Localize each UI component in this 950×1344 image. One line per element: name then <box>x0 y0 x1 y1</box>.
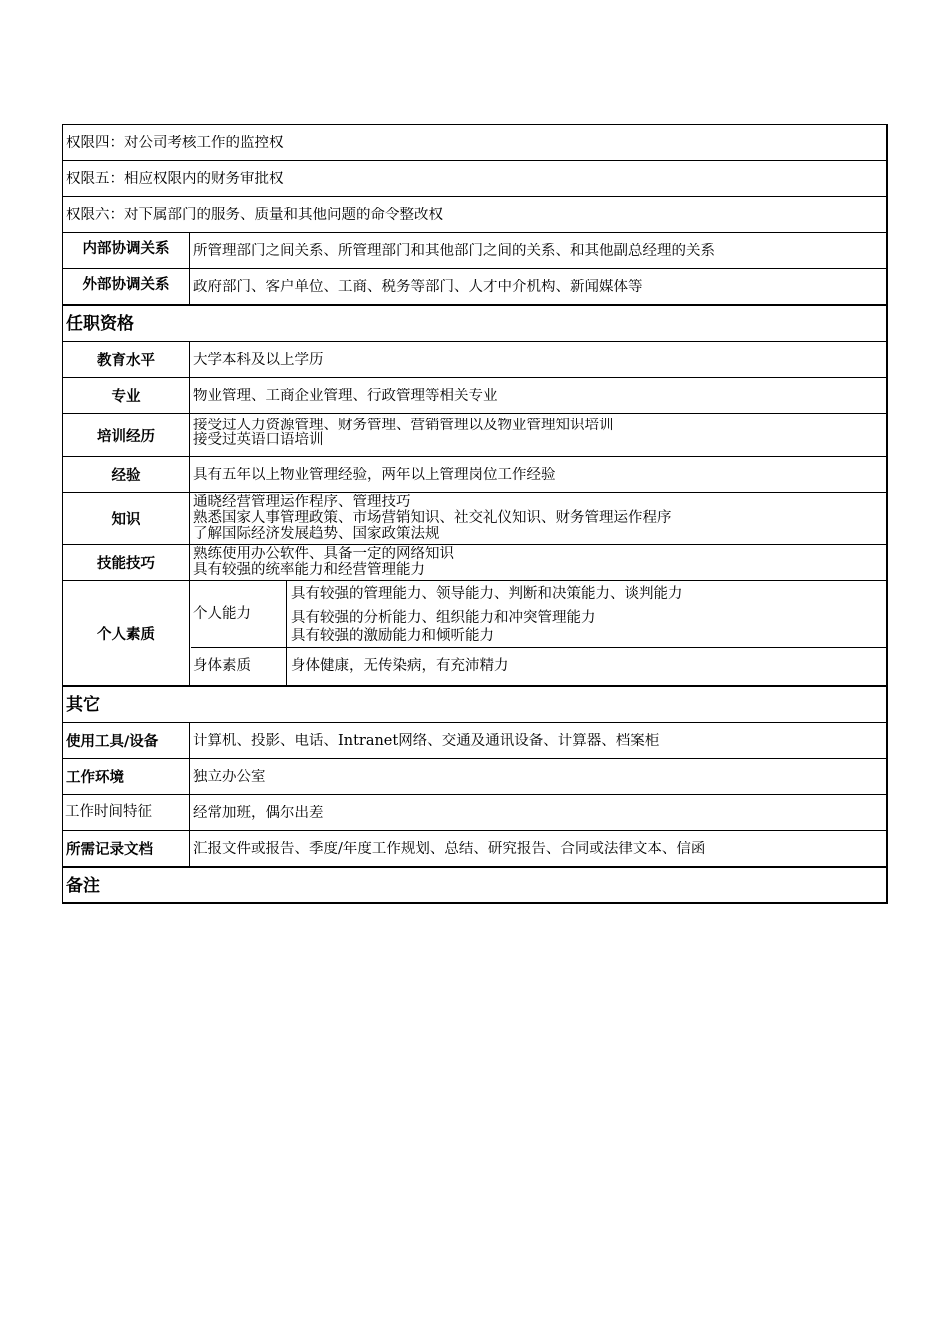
physical-label: 身体素质 <box>191 648 287 685</box>
knowledge-label: 知识 <box>63 493 190 544</box>
personal-quality-row <box>62 581 888 687</box>
environment-label: 工作环境 <box>63 759 190 794</box>
experience-value: 具有五年以上物业管理经验，两年以上管理岗位工作经验 <box>193 467 556 483</box>
authority-text: 权限六：对下属部门的服务、质量和其他问题的命令整改权 <box>66 207 443 223</box>
training-line: 接受过人力资源管理、财务管理、营销管理以及物业管理知识培训 <box>193 418 614 433</box>
job-description-table <box>62 124 888 904</box>
physical-value: 身体健康，无传染病，有充沛精力 <box>291 658 509 674</box>
qualifications-section-header <box>62 306 888 342</box>
section-title: 任职资格 <box>66 314 134 334</box>
training-row <box>62 414 888 457</box>
education-label: 教育水平 <box>63 342 190 377</box>
skills-lines <box>193 546 454 580</box>
physical-subrow <box>191 648 886 685</box>
major-row <box>62 378 888 414</box>
records-label: 所需记录文档 <box>63 831 190 866</box>
major-label: 专业 <box>63 378 190 413</box>
section-title: 其它 <box>66 695 100 715</box>
ability-line: 具有较强的激励能力和倾听能力 <box>291 628 494 644</box>
other-section-header <box>62 687 888 723</box>
tools-row <box>62 723 888 759</box>
tools-value: 计算机、投影、电话、Intranet网络、交通及通讯设备、计算器、档案柜 <box>193 733 660 749</box>
training-line: 接受过英语口语培训 <box>193 432 324 448</box>
remarks-section-header <box>62 868 888 904</box>
tools-label: 使用工具/设备 <box>63 723 190 758</box>
skills-row <box>62 545 888 581</box>
records-row <box>62 831 888 868</box>
environment-value: 独立办公室 <box>193 769 266 785</box>
personal-quality-subtable <box>191 581 886 685</box>
knowledge-line: 通晓经营管理运作程序、管理技巧 <box>193 494 411 510</box>
training-label: 培训经历 <box>63 414 190 456</box>
ability-line: 具有较强的分析能力、组织能力和冲突管理能力 <box>291 610 596 626</box>
knowledge-lines <box>193 494 672 544</box>
environment-row <box>62 759 888 795</box>
ability-label: 个人能力 <box>191 581 287 647</box>
skills-line: 熟练使用办公软件、具备一定的网络知识 <box>193 546 454 562</box>
authority-text: 权限四：对公司考核工作的监控权 <box>66 135 284 151</box>
authority-row-5 <box>62 161 888 197</box>
internal-coordination-label: 内部协调关系 <box>63 233 190 268</box>
skills-line: 具有较强的统率能力和经营管理能力 <box>193 562 425 578</box>
work-time-label: 工作时间特征 <box>63 795 190 830</box>
records-value: 汇报文件或报告、季度/年度工作规划、总结、研究报告、合同或法律文本、信函 <box>193 841 706 857</box>
work-time-value: 经常加班，偶尔出差 <box>193 805 324 821</box>
authority-row-4 <box>62 124 888 161</box>
education-value: 大学本科及以上学历 <box>193 352 324 368</box>
work-time-row <box>62 795 888 831</box>
authority-row-6 <box>62 197 888 233</box>
experience-row <box>62 457 888 493</box>
major-value: 物业管理、工商企业管理、行政管理等相关专业 <box>193 388 498 404</box>
ability-subrow <box>191 581 886 648</box>
section-title: 备注 <box>66 876 100 896</box>
internal-coordination-value: 所管理部门之间关系、所管理部门和其他部门之间的关系、和其他副总经理的关系 <box>193 243 715 259</box>
skills-label: 技能技巧 <box>63 545 190 580</box>
authority-text: 权限五：相应权限内的财务审批权 <box>66 171 284 187</box>
education-row <box>62 342 888 378</box>
knowledge-line: 熟悉国家人事管理政策、市场营销知识、社交礼仪知识、财务管理运作程序 <box>193 510 672 526</box>
knowledge-line: 了解国际经济发展趋势、国家政策法规 <box>193 526 440 542</box>
internal-coordination-row <box>62 233 888 269</box>
knowledge-row <box>62 493 888 545</box>
experience-label: 经验 <box>63 457 190 492</box>
external-coordination-row <box>62 269 888 306</box>
personal-quality-label: 个人素质 <box>63 581 190 685</box>
ability-lines <box>291 584 683 647</box>
external-coordination-label: 外部协调关系 <box>63 269 190 304</box>
training-lines <box>193 418 614 456</box>
ability-line: 具有较强的管理能力、领导能力、判断和决策能力、谈判能力 <box>291 586 683 602</box>
external-coordination-value: 政府部门、客户单位、工商、税务等部门、人才中介机构、新闻媒体等 <box>193 279 643 295</box>
